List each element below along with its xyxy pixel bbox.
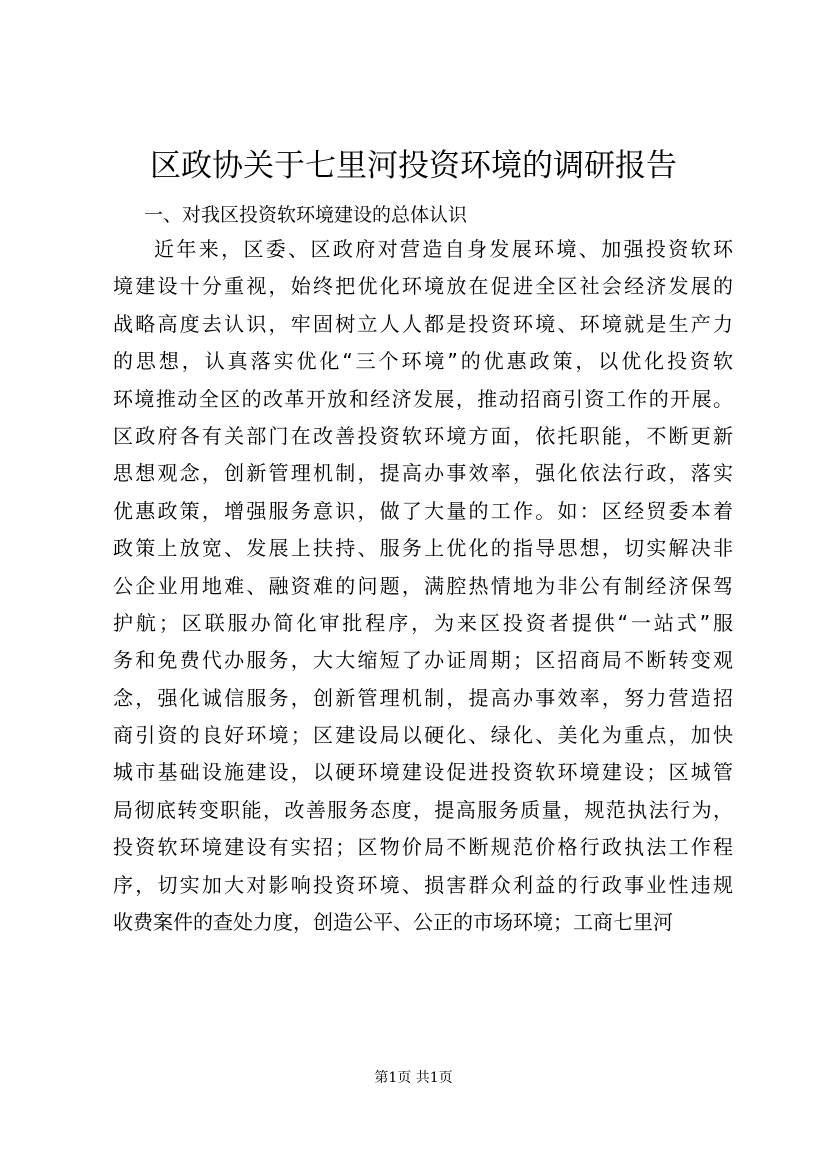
- section-heading: 一、对我区投资软环境建设的总体认识: [144, 204, 468, 226]
- body-line: 环境推动全区的改革开放和经济发展，推动招商引资工作的开展。: [113, 386, 733, 411]
- body-line: 念，强化诚信服务，创新管理机制，提高办事效率，努力营造招: [113, 685, 733, 710]
- body-line: 公企业用地难、融资难的问题，满腔热情地为非公有制经济保驾: [113, 573, 733, 598]
- document-title: 区政协关于七里河投资环境的调研报告: [150, 148, 677, 184]
- body-line: 政策上放宽、发展上扶持、服务上优化的指导思想，切实解决非: [113, 536, 733, 561]
- body-line: 商引资的良好环境；区建设局以硬化、绿化、美化为重点，加快: [113, 723, 733, 748]
- body-paragraph: [113, 231, 733, 941]
- body-line: 境建设十分重视，始终把优化环境放在促进全区社会经济发展的: [113, 274, 733, 299]
- body-line: 区政府各有关部门在改善投资软环境方面，依托职能，不断更新: [113, 423, 733, 448]
- body-line: 投资软环境建设有实招；区物价局不断规范价格行政执法工作程: [113, 835, 733, 860]
- body-line: 护航；区联服办简化审批程序，为来区投资者提供“一站式”服: [113, 610, 733, 635]
- body-line: 优惠政策，增强服务意识，做了大量的工作。如：区经贸委本着: [113, 498, 733, 523]
- body-line: 城市基础设施建设，以硬环境建设促进投资软环境建设；区城管: [113, 760, 733, 785]
- body-line: 近年来，区委、区政府对营造自身发展环境、加强投资软环: [154, 237, 733, 261]
- body-line: 序，切实加大对影响投资环境、损害群众利益的行政事业性违规: [113, 872, 733, 897]
- body-line: 务和免费代办服务，大大缩短了办证周期；区招商局不断转变观: [113, 648, 733, 673]
- body-line: 思想观念，创新管理机制，提高办事效率，强化依法行政，落实: [113, 461, 733, 486]
- page-footer: 第1页 共1页: [374, 1070, 453, 1086]
- body-line: 的思想，认真落实优化“三个环境”的优惠政策，以优化投资软: [113, 349, 733, 374]
- body-line: 战略高度去认识，牢固树立人人都是投资环境、环境就是生产力: [113, 311, 733, 336]
- body-line: 收费案件的查处力度，创造公平、公正的市场环境；工商七里河: [113, 910, 673, 935]
- body-line: 局彻底转变职能，改善服务态度，提高服务质量，规范执法行为，: [113, 797, 733, 822]
